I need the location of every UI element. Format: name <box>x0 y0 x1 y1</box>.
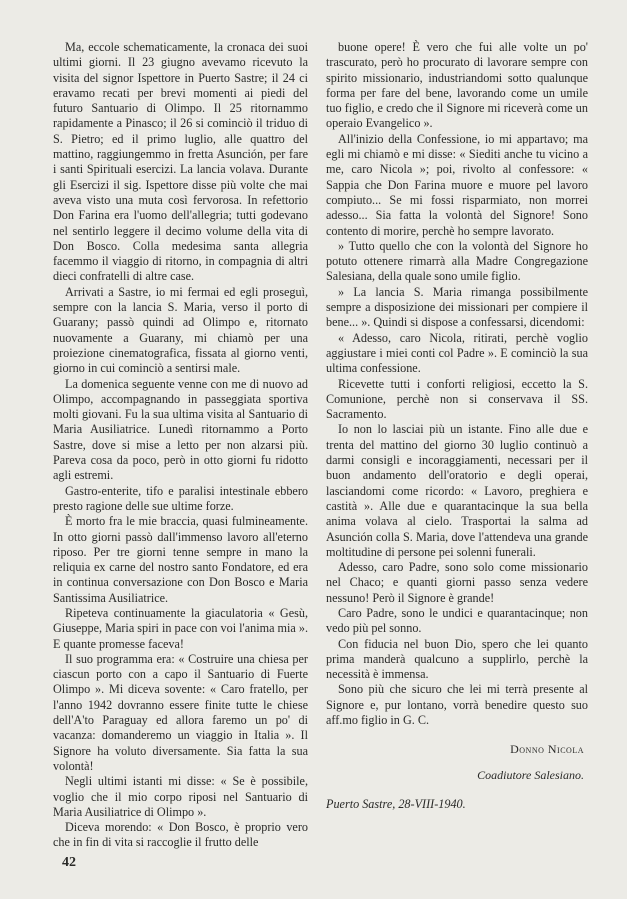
paragraph: » Tutto quello che con la volontà del Signore ho potuto ottenere rimarrà alla Madre Congregazione Salesiana, della quale sono umile figlio. <box>326 238 588 284</box>
paragraph: La domenica seguente venne con me di nuovo ad Olimpo, accompagnando in passeggiata sportiva molti giovani. Fu la sua ultima visita al Santuario di Maria Ausiliatrice. Lunedì ritornammo a Porto Sastre, dove si mise a letto per non alzarsi più. Pareva cosa da poco, però in otto giorni fu ridotto agli estremi. <box>53 376 308 483</box>
paragraph: Arrivati a Sastre, io mi fermai ed egli proseguì, sempre con la lancia S. Maria, verso il porto di Guarany; passò quindi ad Olimpo e, ritornato nuovamente a Guarany, mi chiamò per una proiezione cinematografica, fissata al giorno venti, giorno in cui cominciò a sentirsi male. <box>53 284 308 376</box>
paragraph: » La lancia S. Maria rimanga possibilmente sempre a disposizione dei missionari per compiere il bene... ». Quindi si dispose a confessarsi, dicendomi: <box>326 284 588 330</box>
paragraph: Gastro-enterite, tifo e paralisi intestinale ebbero presto ragione delle sue ultime forze. <box>53 483 308 513</box>
paragraph: Adesso, caro Padre, sono solo come missionario nel Chaco; e quanti giorni passo senza vedere nessuno! Però il Signore è grande! <box>326 560 588 605</box>
paragraph: Ricevette tutti i conforti religiosi, eccetto la S. Comunione, perchè non si conservava il SS. Sacramento. <box>326 376 588 422</box>
right-column <box>326 40 588 812</box>
paragraph: Ma, eccole schematicamente, la cronaca dei suoi ultimi giorni. Il 23 giugno avevamo ricevuto la visita del signor Ispettore in Puerto Sastre; il 24 ci eravamo recati per brevi momenti ai piedi del futuro Santuario di Olimpo. Il 25 ritornammo rapidamente a Pinasco; il 26 si cominciò il triduo di S. Pietro; ed il primo luglio, alle quattro del mattino, raggiungemmo in fretta Asunción, per fare i santi Spirituali esercizi. La lancia volava. Durante gli Esercizi il sig. Ispettore disse più volte che mai aveva visto una muta così fervorosa. In refettorio Don Farina era l'uomo dell'allegria; tutti godevano nel sentirlo leggere il decimo volume della vita di Don Bosco. Colla medesima santa allegria facemmo il viaggio di ritorno, in compagnia di altri dieci confratelli di altre case. <box>53 40 308 284</box>
signature-title: Coadiutore Salesiano. <box>477 767 584 782</box>
paragraph: All'inizio della Confessione, io mi appartavo; ma egli mi chiamò e mi disse: « Siediti anche tu vicino a me, caro Nicola »; poi, rivolto al confessore: « Sappia che Don Farina muore e muore pel lavoro compiuto... Se mi fossi risparmiato, non morrei adesso... Sia fatta la volontà del Signore! Sono contento di morire, perchè ho sempre lavorato. <box>326 131 588 238</box>
signature-name: Donno Nicola <box>510 742 584 757</box>
paragraph: Io non lo lasciai più un istante. Fino alle due e trenta del mattino del giorno 30 luglio continuò a darmi consigli e incoraggiamenti, necessari per il buon andamento dell'oratorio e degli operai, lasciandomi come ricordo: « Lavoro, preghiera e castità ». Alle due e quarantacinque la sua bella anima volava al cielo. Trasportai la salma ad Asunción colla S. Maria, dove l'attendeva una grande moltitudine di persone pei solenni funerali. <box>326 422 588 559</box>
place-date: Puerto Sastre, 28-VIII-1940. <box>326 796 466 811</box>
paragraph: Caro Padre, sono le undici e quarantacinque; non vedo più pel sonno. <box>326 605 588 636</box>
paragraph: Negli ultimi istanti mi disse: « Se è possibile, voglio che il mio corpo riposi nel Santuario di Maria Ausiliatrice di Olimpo ». <box>53 774 308 819</box>
left-column <box>53 40 308 851</box>
paragraph: Ripeteva continuamente la giaculatoria « Gesù, Giuseppe, Maria spiri in pace con voi l'anima mia ». E quante promesse faceva! <box>53 605 309 651</box>
paragraph: Il suo programma era: « Costruire una chiesa per ciascun porto con a capo il Santuario di Fuerte Olimpo ». Mi diceva sovente: « Caro fratello, per l'anno 1942 dovranno essere finite tutte le chiese dell'A'to Paraguay ed allora faremo un po' di vacanza: domanderemo un viaggio in Italia ». Il Signore ha voluto diversamente. Sia fatta la sua volontà! <box>53 651 308 773</box>
page-number: 42 <box>62 855 76 870</box>
paragraph: « Adesso, caro Nicola, ritirati, perchè voglio aggiustare i miei conti col Padre ». E cominciò la sua ultima confessione. <box>326 330 588 376</box>
paragraph: Sono più che sicuro che lei mi terrà presente al Signore e, pur lontano, vorrà benedire questo suo aff.mo figlio in G. C. <box>326 682 588 728</box>
paragraph: Con fiducia nel buon Dio, spero che lei quanto prima manderà qualcuno a supplirlo, perchè la necessità è immensa. <box>326 636 588 682</box>
signature-block <box>326 742 588 783</box>
paragraph: buone opere! È vero che fui alle volte un po' trascurato, però ho procurato di lavorare sempre con spirito missionario, industriandomi sotto qualunque forma per fare del bene, lavorando come un umile tuo figlio, e credo che il Signore mi riceverà come un operaio Evangelico ». <box>326 40 588 131</box>
paragraph: Diceva morendo: « Don Bosco, è proprio vero che in fin di vita si raccoglie il frutto delle <box>53 820 308 850</box>
paragraph: È morto fra le mie braccia, quasi fulmineamente. In otto giorni passò dall'immenso lavoro all'eterno riposo. Per tre giorni tenne sempre in mano la reliquia ex carne del nostro santo Fondatore, ed era in continua conversazione con Don Bosco e Maria Santissima Ausiliatrice. <box>53 514 308 605</box>
